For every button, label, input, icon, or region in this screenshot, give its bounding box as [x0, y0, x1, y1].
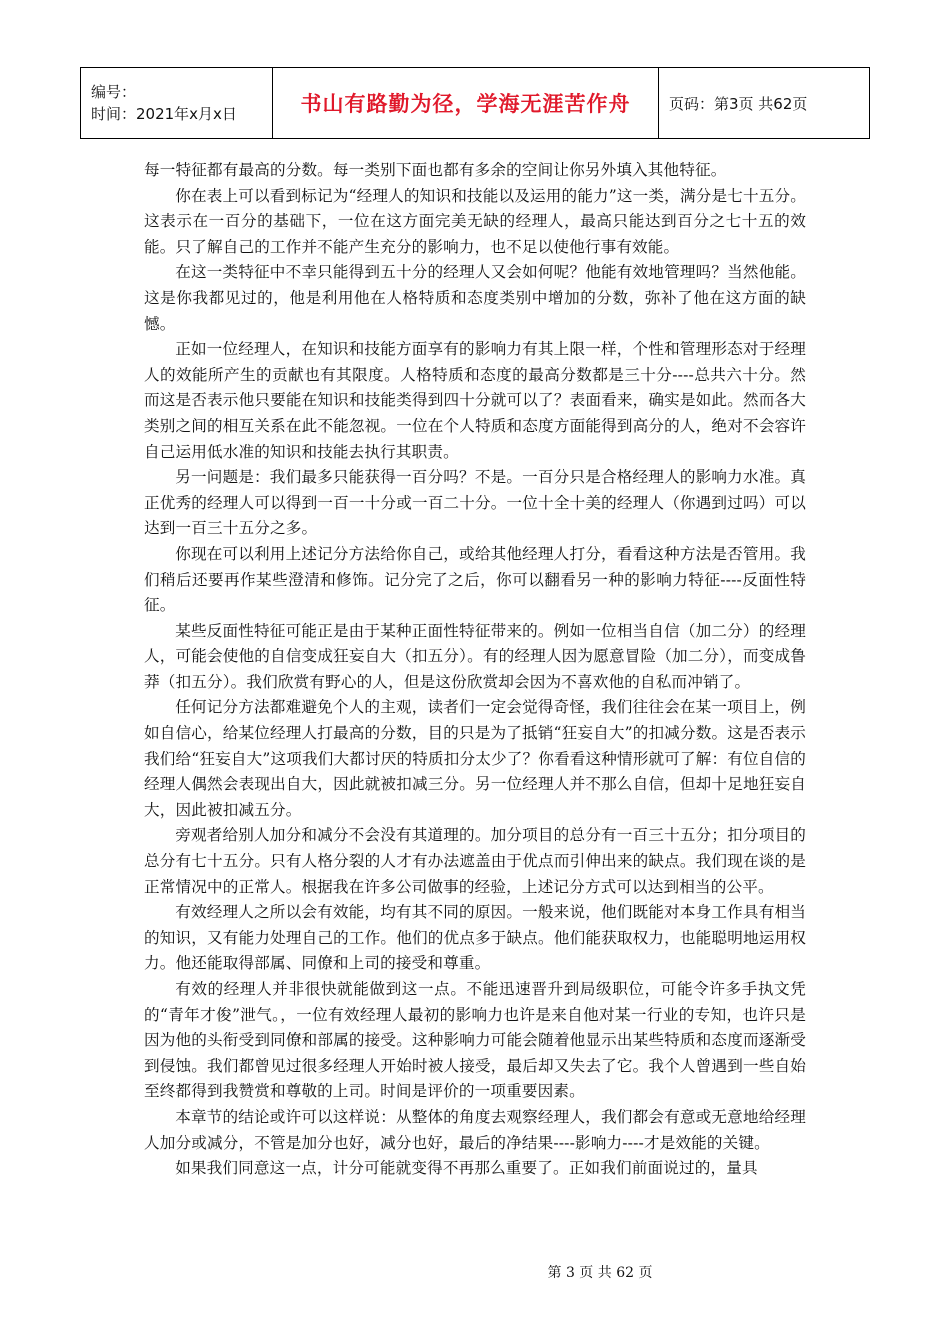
header-motto: 书山有路勤为径，学海无涯苦作舟	[273, 68, 659, 139]
paragraph: 任何记分方法都难避免个人的主观，读者们一定会觉得奇怪，我们往往会在某一项目上，例如自信心，给某位经理人打最高的分数，目的只是为了抵销“狂妄自大”的扣减分数。这是否表示我们给“狂妄自大”这项我们大都讨厌的特质扣分太少了？你看看这种情形就可了解：有位自信的经理人偶然会表现出自大，因此就被扣减三分。另一位经理人并不那么自信，但却十足地狂妄自大，因此被扣减五分。	[144, 698, 806, 819]
paragraph: 本章节的结论或许可以这样说：从整体的角度去观察经理人，我们都会有意或无意地给经理人加分或减分，不管是加分也好，减分也好，最后的净结果----影响力----才是效能的关键。	[144, 1107, 806, 1152]
document-date: 时间：2021年x月x日	[91, 105, 237, 123]
paragraph: 某些反面性特征可能正是由于某种正面性特征带来的。例如一位相当自信（加二分）的经理人，可能会使他的自信变成狂妄自大（扣五分）。有的经理人因为愿意冒险（加二分），而变成鲁莽（扣五分）。我们欣赏有野心的人，但是这份欣赏却会因为不喜欢他的自私而冲销了。	[144, 621, 806, 691]
page-footer: 第 3 页 共 62 页	[547, 1265, 653, 1281]
paragraph: 有效经理人之所以会有效能，均有其不同的原因。一般来说，他们既能对本身工作具有相当的知识，又有能力处理自己的工作。他们的优点多于缺点。他们能获取权力，也能聪明地运用权力。他还能取得部属、同僚和上司的接受和尊重。	[144, 903, 806, 973]
document-body	[144, 158, 806, 1182]
paragraph: 另一问题是：我们最多只能获得一百分吗？不是。一百分只是合格经理人的影响力水准。真正优秀的经理人可以得到一百一十分或一百二十分。一位十全十美的经理人（你遇到过吗）可以达到一百三十五分之多。	[144, 468, 806, 538]
paragraph: 旁观者给别人加分和减分不会没有其道理的。加分项目的总分有一百三十五分；扣分项目的总分有七十五分。只有人格分裂的人才有办法遮盖由于优点而引伸出来的缺点。我们现在谈的是正常情况中的正常人。根据我在许多公司做事的经验，上述记分方式可以达到相当的公平。	[144, 826, 806, 896]
paragraph: 正如一位经理人，在知识和技能方面享有的影响力有其上限一样，个性和管理形态对于经理人的效能所产生的贡献也有其限度。人格特质和态度的最高分数都是三十分----总共六十分。然而这是否表示他只要能在知识和技能类得到四十分就可以了？表面看来，确实是如此。然而各大类别之间的相互关系在此不能忽视。一位在个人特质和态度方面能得到高分的人，绝对不会容许自己运用低水准的知识和技能去执行其职责。	[144, 340, 806, 461]
document-number-label: 编号：	[91, 83, 137, 101]
paragraph: 在这一类特征中不幸只能得到五十分的经理人又会如何呢？他能有效地管理吗？当然他能。这是你我都见过的，他是利用他在人格特质和态度类别中增加的分数，弥补了他在这方面的缺憾。	[144, 263, 806, 333]
paragraph: 如果我们同意这一点，计分可能就变得不再那么重要了。正如我们前面说过的，量具	[175, 1159, 758, 1178]
header-meta	[81, 68, 273, 139]
paragraph: 你在表上可以看到标记为“经理人的知识和技能以及运用的能力”这一类，满分是七十五分。这表示在一百分的基础下，一位在这方面完美无缺的经理人，最高只能达到百分之七十五的效能。只了解自己的工作并不能产生充分的影响力，也不足以使他行事有效能。	[144, 186, 806, 256]
paragraph: 每一特征都有最高的分数。每一类别下面也都有多余的空间让你另外填入其他特征。	[144, 161, 727, 179]
header-page-info: 页码：第3页 共62页	[659, 68, 870, 139]
paragraph: 你现在可以利用上述记分方法给你自己，或给其他经理人打分，看看这种方法是否管用。我们稍后还要再作某些澄清和修饰。记分完了之后，你可以翻看另一种的影响力特征----反面性特征。	[144, 544, 806, 615]
document-header	[80, 67, 870, 139]
paragraph: 有效的经理人并非很快就能做到这一点。不能迅速晋升到局级职位，可能令许多手执文凭的“青年才俊”泄气。，一位有效经理人最初的影响力也许是来自他对某一行业的专知，也许只是因为他的头衔受到同僚和部属的接受。这种影响力可能会随着他显示出某些特质和态度而逐渐受到侵蚀。我们都曾见过很多经理人开始时被人接受，最后却又失去了它。我个人曾遇到一些自始至终都得到我赞赏和尊敬的上司。时间是评价的一项重要因素。	[144, 980, 806, 1101]
